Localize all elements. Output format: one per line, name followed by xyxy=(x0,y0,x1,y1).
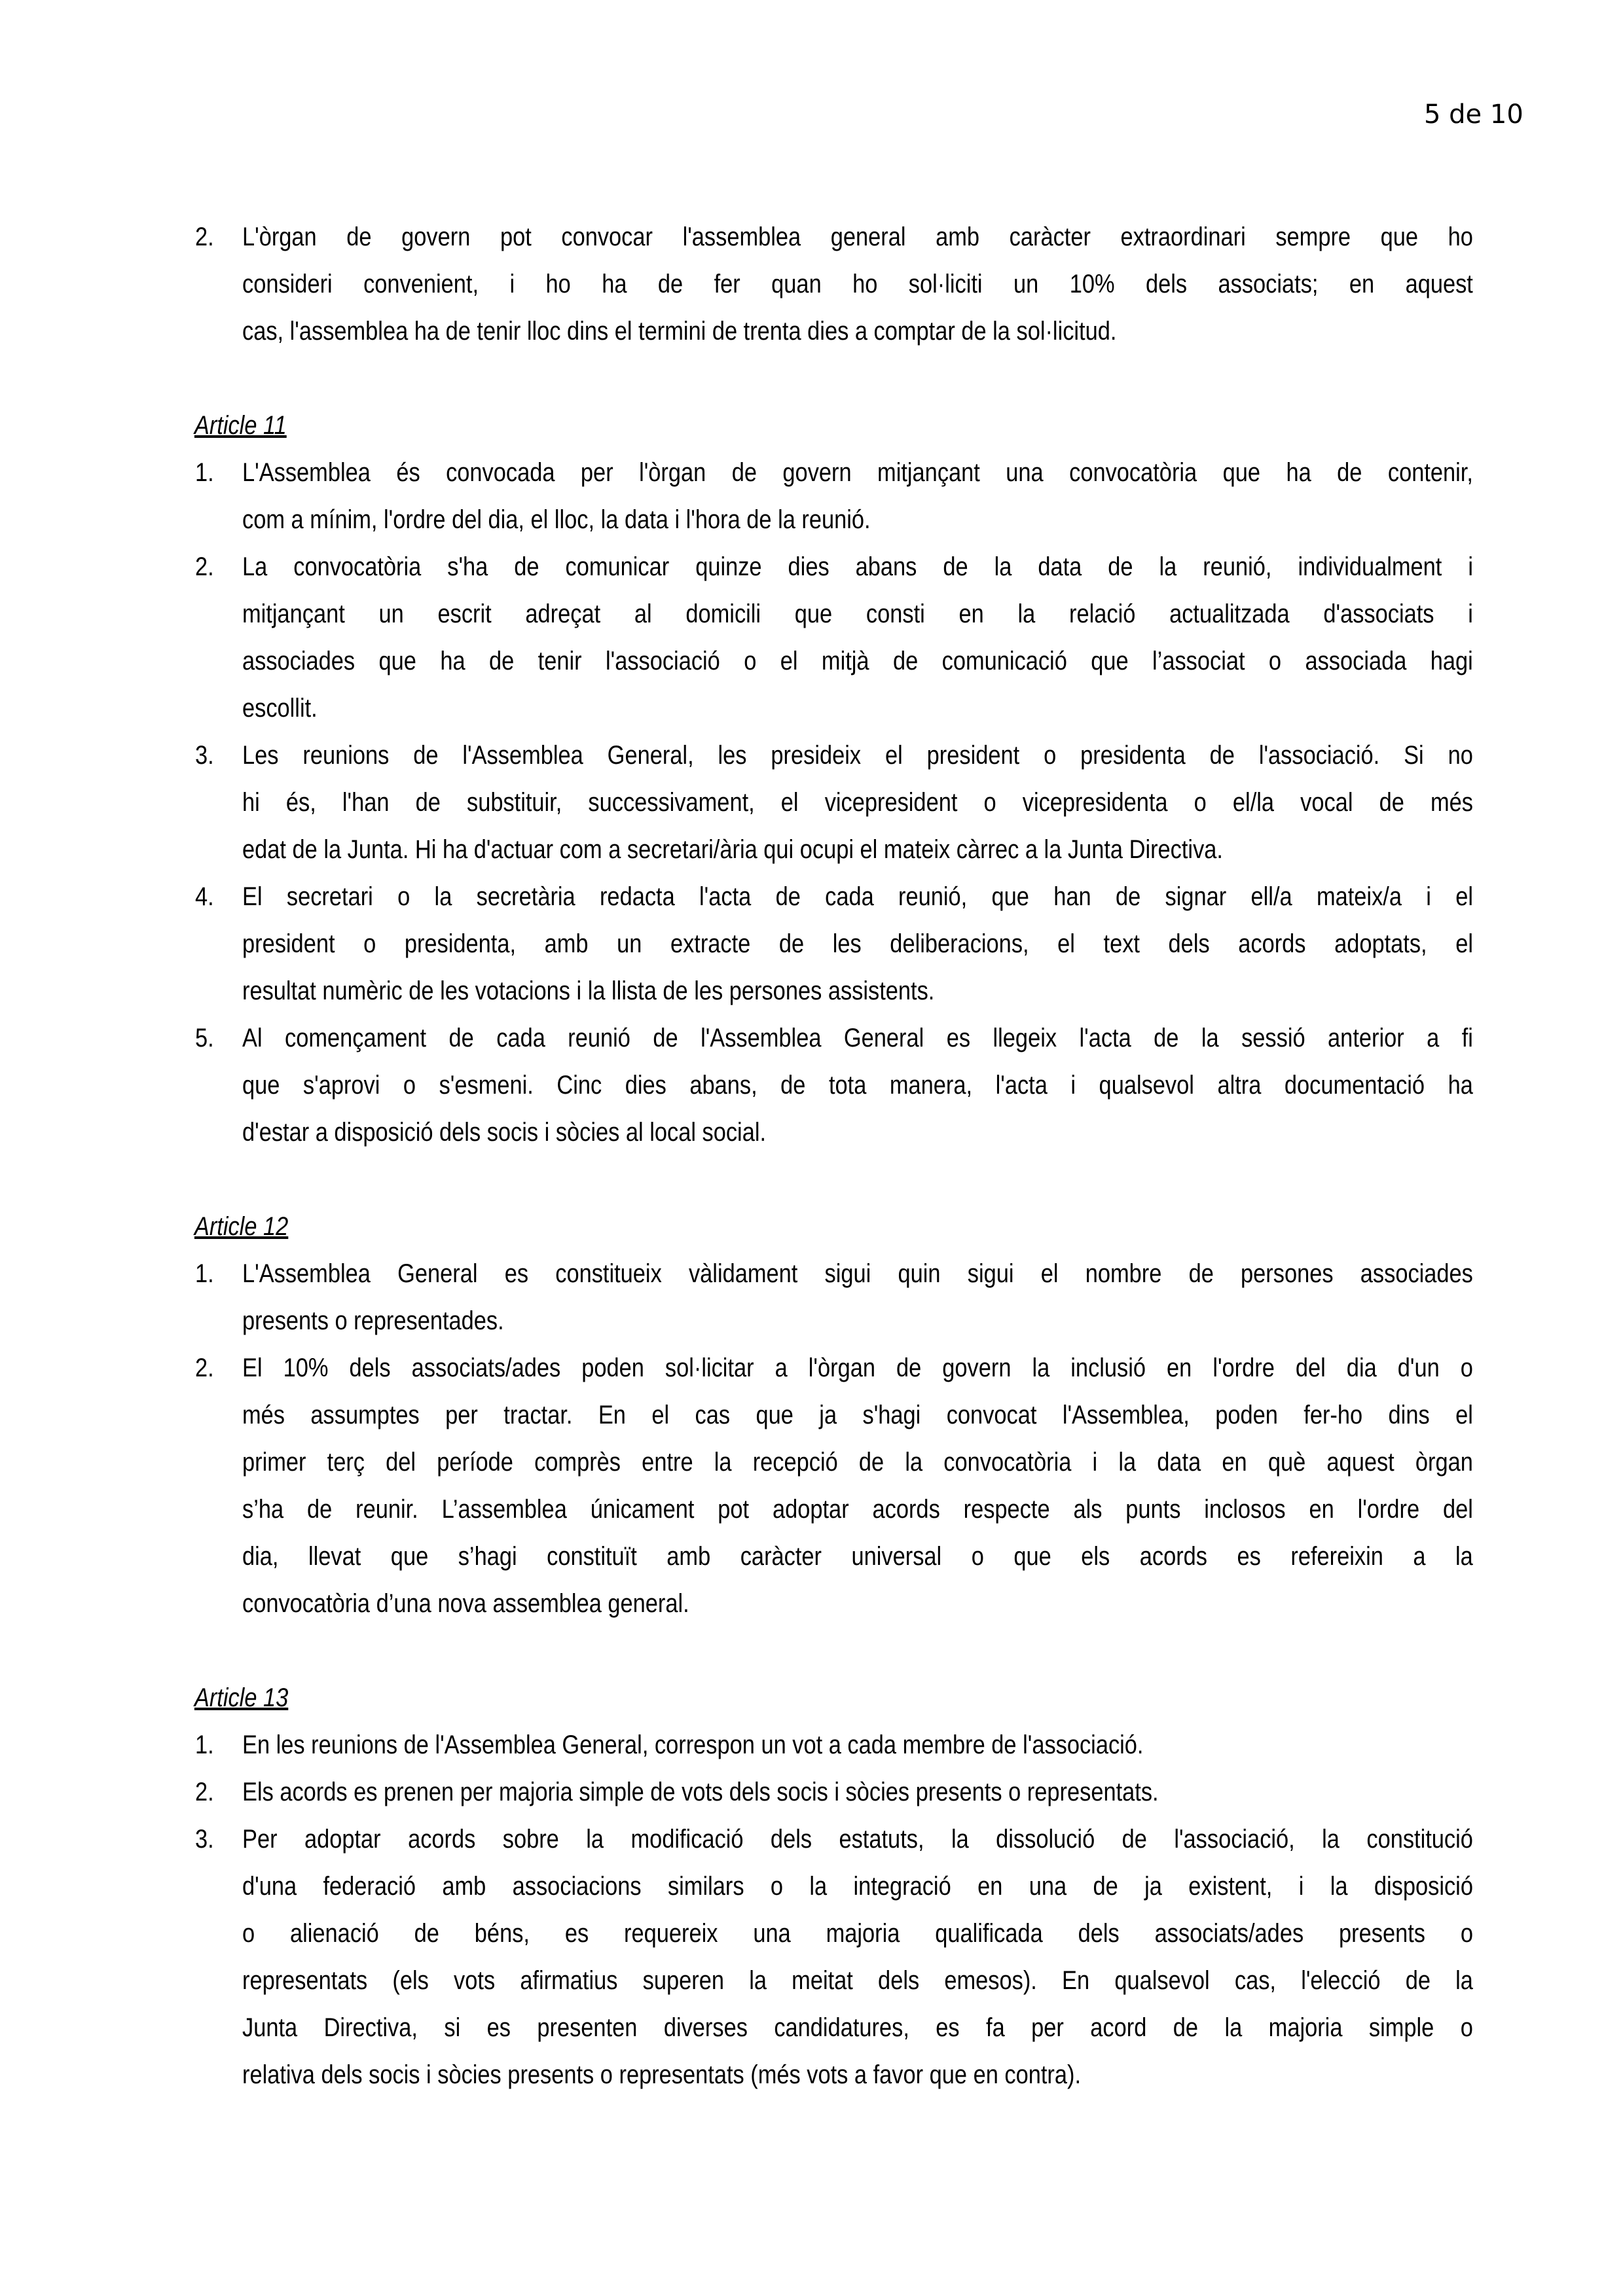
article-heading: Article 11 xyxy=(194,411,287,440)
text-line-content: com a mínim, l'ordre del dia, el lloc, la data i l'hora de la reunió. xyxy=(242,505,871,534)
list-item-text xyxy=(242,213,1480,355)
list-item-text xyxy=(242,873,1480,1014)
text-line xyxy=(242,1391,1525,1439)
section-spacer xyxy=(190,355,1480,402)
text-line-content: d'estar a disposició dels socis i sòcies al local social. xyxy=(242,1118,767,1147)
text-line xyxy=(242,1721,1525,1768)
list-item-text xyxy=(242,543,1480,732)
list-item-number: 2. xyxy=(195,1778,214,1806)
text-line xyxy=(242,2051,1525,2098)
list-item-number: 5. xyxy=(195,1024,214,1052)
text-line-content: La convocatòria s'ha de comunicar quinze dies abans de la data de la reunió, individualment i xyxy=(242,552,1473,581)
page-number: 5 de 10 xyxy=(1424,99,1523,130)
text-line-content: president o presidenta, amb un extracte de les deliberacions, el text dels acords adoptats, el xyxy=(242,929,1473,958)
text-line-content: En les reunions de l'Assemblea General, correspon un vot a cada membre de l'associació. xyxy=(242,1731,1144,1759)
text-line xyxy=(242,1062,1525,1109)
text-line xyxy=(242,213,1525,260)
text-line-content: més assumptes per tractar. En el cas que ja s'hagi convocat l'Assemblea, poden fer-ho dins el xyxy=(242,1401,1473,1429)
article-13 xyxy=(190,1674,1480,2098)
list-item-number: 3. xyxy=(195,741,214,770)
text-line-content: Els acords es prenen per majoria simple de vots dels socis i sòcies presents o representats. xyxy=(242,1778,1159,1806)
list-item-number: 1. xyxy=(195,1731,214,1759)
article-heading: Article 13 xyxy=(194,1683,289,1712)
text-line xyxy=(242,1109,1525,1156)
text-line xyxy=(242,1533,1525,1580)
text-line xyxy=(242,732,1525,779)
list-item-text xyxy=(242,1721,1480,1768)
text-line xyxy=(242,1439,1525,1486)
list-item xyxy=(190,1250,1480,1344)
section-spacer xyxy=(190,1156,1480,1203)
article-heading: Article 12 xyxy=(194,1212,289,1241)
list-item-number: 2. xyxy=(195,1354,214,1382)
list-item xyxy=(190,1721,1480,1768)
text-line xyxy=(242,308,1525,355)
list-item xyxy=(190,1014,1480,1156)
text-line xyxy=(242,779,1525,826)
text-line-content: L'òrgan de govern pot convocar l'assemblea general amb caràcter extraordinari sempre que ho xyxy=(242,223,1473,251)
text-line-content: mitjançant un escrit adreçat al domicili que consti en la relació actualitzada d'associats i xyxy=(242,600,1473,628)
text-line xyxy=(242,1344,1525,1391)
text-line xyxy=(242,260,1525,308)
text-line-content: relativa dels socis i sòcies presents o representats (més vots a favor que en contra). xyxy=(242,2060,1082,2089)
list-item-text xyxy=(242,1250,1480,1344)
text-line-content: hi és, l'han de substituir, successivament, el vicepresident o vicepresidenta o el/la vocal de més xyxy=(242,788,1473,817)
text-line-content: edat de la Junta. Hi ha d'actuar com a secretari/ària qui ocupi el mateix càrrec a la Junta Directiva. xyxy=(242,835,1223,864)
text-line-content: s’ha de reunir. L’assemblea únicament pot adoptar acords respecte als punts inclosos en l'ordre del xyxy=(242,1495,1473,1524)
text-line-content: associades que ha de tenir l'associació o el mitjà de comunicació que l’associat o associada hagi xyxy=(242,647,1473,675)
text-line-content: escollit. xyxy=(242,694,318,723)
text-line-content: Les reunions de l'Assemblea General, les presideix el president o presidenta de l'associació. Si no xyxy=(242,741,1473,770)
text-line xyxy=(242,920,1525,967)
text-line-content: presents o representades. xyxy=(242,1306,504,1335)
text-line-content: Junta Directiva, si es presenten diverses candidatures, es fa per acord de la majoria simple o xyxy=(242,2013,1473,2042)
list-item-text xyxy=(242,1344,1480,1627)
list-item-text xyxy=(242,1768,1480,1816)
text-line xyxy=(242,1486,1525,1533)
text-line xyxy=(242,826,1525,873)
list-item-number: 1. xyxy=(195,1259,214,1288)
text-line-content: resultat numèric de les votacions i la llista de les persones assistents. xyxy=(242,977,935,1005)
text-line-content: Per adoptar acords sobre la modificació dels estatuts, la dissolució de l'associació, la constitució xyxy=(242,1825,1473,1854)
text-line-content: d'una federació amb associacions similars o la integració en una de ja existent, i la disposició xyxy=(242,1872,1473,1901)
text-line-content: El secretari o la secretària redacta l'acta de cada reunió, que han de signar ell/a mateix/a i el xyxy=(242,882,1473,911)
text-line-content: dia, llevat que s’hagi constituït amb caràcter universal o que els acords es refereixin a la xyxy=(242,1542,1473,1571)
text-line xyxy=(242,2004,1525,2051)
list-item xyxy=(190,732,1480,873)
text-line-content: que s'aprovi o s'esmeni. Cinc dies abans, de tota manera, l'acta i qualsevol altra documentació ha xyxy=(242,1071,1473,1100)
text-line xyxy=(242,1863,1525,1910)
text-line xyxy=(242,590,1525,637)
text-line xyxy=(242,967,1525,1014)
text-line xyxy=(242,873,1525,920)
text-line-content: L'Assemblea General es constitueix vàlidament sigui quin sigui el nombre de persones associades xyxy=(242,1259,1473,1288)
text-line-content: El 10% dels associats/ades poden sol·licitar a l'òrgan de govern la inclusió en l'ordre del dia d'un o xyxy=(242,1354,1473,1382)
list-item xyxy=(190,1768,1480,1816)
list-item-text xyxy=(242,732,1480,873)
text-line xyxy=(242,1014,1525,1062)
list-item xyxy=(190,873,1480,1014)
text-line xyxy=(242,449,1525,496)
text-line xyxy=(242,1250,1525,1297)
list-item-number: 3. xyxy=(195,1825,214,1854)
text-line xyxy=(242,1910,1525,1957)
article-11 xyxy=(190,402,1480,1156)
list-item-number: 4. xyxy=(195,882,214,911)
list-item xyxy=(190,1344,1480,1627)
text-line-content: o alienació de béns, es requereix una majoria qualificada dels associats/ades presents o xyxy=(242,1919,1473,1948)
text-line xyxy=(242,1816,1525,1863)
article-12 xyxy=(190,1203,1480,1627)
text-line xyxy=(242,1957,1525,2004)
list-item-text xyxy=(242,1816,1480,2098)
list-item-text xyxy=(242,1014,1480,1156)
text-line-content: primer terç del període comprès entre la recepció de la convocatòria i la data en què aquest òrgan xyxy=(242,1448,1473,1477)
intro-list-item xyxy=(190,213,1480,355)
section-spacer xyxy=(190,1627,1480,1674)
text-line xyxy=(242,543,1525,590)
text-line xyxy=(242,1297,1525,1344)
text-line-content: Al començament de cada reunió de l'Assemblea General es llegeix l'acta de la sessió anterior a fi xyxy=(242,1024,1473,1052)
list-item xyxy=(190,449,1480,543)
list-item xyxy=(190,1816,1480,2098)
list-item-text xyxy=(242,449,1480,543)
text-line-content: convocatòria d’una nova assemblea general. xyxy=(242,1589,689,1618)
text-line xyxy=(242,637,1525,685)
text-line-content: cas, l'assemblea ha de tenir lloc dins el termini de trenta dies a comptar de la sol·licitud. xyxy=(242,317,1117,346)
document-body xyxy=(190,213,1480,2098)
text-line-content: L'Assemblea és convocada per l'òrgan de govern mitjançant una convocatòria que ha de contenir, xyxy=(242,458,1473,487)
list-item-number: 1. xyxy=(195,458,214,487)
list-item-number: 2. xyxy=(195,552,214,581)
list-item xyxy=(190,543,1480,732)
list-item-number: 2. xyxy=(195,223,214,251)
text-line xyxy=(242,496,1525,543)
text-line xyxy=(242,1580,1525,1627)
text-line-content: consideri convenient, i ho ha de fer quan ho sol·liciti un 10% dels associats; en aquest xyxy=(242,270,1473,298)
text-line xyxy=(242,685,1525,732)
text-line-content: representats (els vots afirmatius superen la meitat dels emesos). En qualsevol cas, l'elecció de la xyxy=(242,1966,1473,1995)
text-line xyxy=(242,1768,1525,1816)
